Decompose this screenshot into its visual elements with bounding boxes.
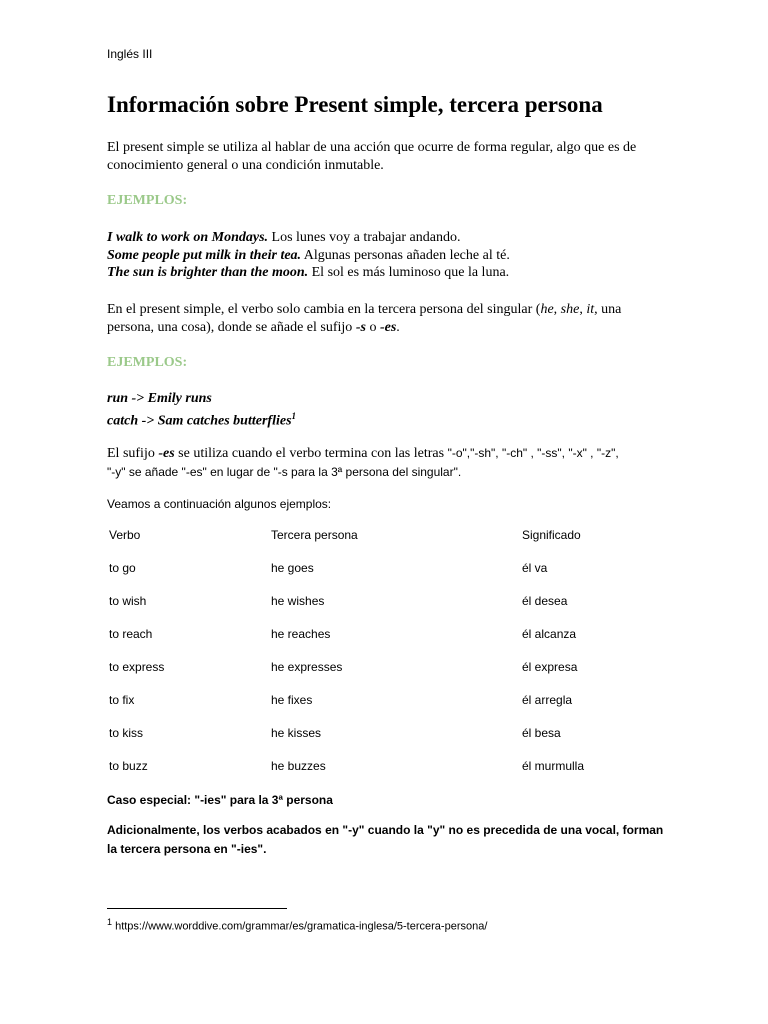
table-row bbox=[109, 627, 669, 660]
pronoun-he: he bbox=[540, 302, 554, 317]
pronoun-it: it bbox=[586, 302, 595, 317]
example-line bbox=[107, 264, 510, 282]
table-intro: Veamos a continuación algunos ejemplos: bbox=[107, 497, 332, 511]
example-english: The sun is brighter than the moon. bbox=[107, 265, 309, 280]
footnote-divider bbox=[107, 908, 287, 909]
rule-text: . bbox=[396, 320, 400, 335]
table-header-row bbox=[109, 528, 669, 561]
suffix-text: El sufijo bbox=[107, 446, 159, 461]
table-cell: to kiss bbox=[109, 726, 144, 740]
table-cell: to reach bbox=[109, 627, 153, 641]
footnote bbox=[107, 917, 487, 933]
footnote-reference[interactable]: 1 bbox=[291, 410, 297, 421]
example-line bbox=[107, 229, 510, 247]
table-cell: he buzzes bbox=[271, 759, 326, 773]
table-cell: he wishes bbox=[271, 594, 325, 608]
example-line bbox=[107, 247, 510, 265]
rule-text: , una persona, una cosa), donde se añade el sufijo bbox=[107, 302, 622, 335]
table-cell: he goes bbox=[271, 561, 314, 575]
rule-sep: , bbox=[553, 302, 561, 317]
table-cell: to buzz bbox=[109, 759, 148, 773]
additional-paragraph bbox=[107, 821, 663, 859]
table-cell: él expresa bbox=[522, 660, 578, 674]
table-header-cell: Verbo bbox=[109, 528, 141, 542]
examples-list-1 bbox=[107, 229, 510, 282]
table-row bbox=[109, 759, 669, 792]
table-row bbox=[109, 660, 669, 693]
example-text: catch -> Sam catches butterflies bbox=[107, 413, 292, 429]
rule-text: o bbox=[365, 320, 380, 335]
table-header-cell: Tercera persona bbox=[271, 528, 358, 542]
examples-list-2 bbox=[107, 390, 296, 430]
suffix-line-2: "-y" se añade "-es" en lugar de "-s para la 3ª persona del singular". bbox=[107, 465, 462, 479]
intro-paragraph: El present simple se utiliza al hablar de una acción que ocurre de forma regular, algo que es de conocimiento general o una condición inmutable. bbox=[107, 140, 637, 173]
table-row bbox=[109, 561, 669, 594]
special-case-heading: Caso especial: "-ies" para la 3ª persona bbox=[107, 793, 333, 807]
table-cell: to express bbox=[109, 660, 165, 674]
examples-heading-2: EJEMPLOS: bbox=[107, 355, 188, 370]
table-row bbox=[109, 594, 669, 627]
page-header: Inglés III bbox=[107, 47, 153, 61]
table-header-cell: Significado bbox=[522, 528, 581, 542]
suffix-text: se utiliza cuando el verbo termina con las letras bbox=[174, 446, 448, 461]
table-cell: he expresses bbox=[271, 660, 343, 674]
suffix-line-1 bbox=[107, 444, 667, 463]
rule-text: En el present simple, el verbo solo cambia en la tercera persona del singular ( bbox=[107, 302, 541, 317]
example-spanish: Algunas personas añaden leche al té. bbox=[301, 247, 510, 263]
example-spanish: Los lunes voy a trabajar andando. bbox=[268, 230, 461, 245]
table-cell: he reaches bbox=[271, 627, 331, 641]
suffix-es: -es bbox=[158, 446, 175, 461]
table-cell: él alcanza bbox=[522, 627, 577, 641]
rule-paragraph bbox=[107, 301, 667, 337]
table-cell: él va bbox=[522, 561, 548, 575]
footnote-mark: 1 bbox=[107, 917, 113, 927]
example-line: run -> Emily runs bbox=[107, 391, 212, 406]
suffix-es: -es bbox=[379, 320, 397, 335]
table-row bbox=[109, 726, 669, 759]
table-cell: he fixes bbox=[271, 693, 313, 707]
additional-line-1: Adicionalmente, los verbos acabados en "-y" cuando la "y" no es precedida de una vocal, forman bbox=[107, 823, 664, 837]
table-cell: él murmulla bbox=[522, 759, 585, 773]
table-cell: to fix bbox=[109, 693, 135, 707]
table-cell: to go bbox=[109, 561, 136, 575]
table-cell: él desea bbox=[522, 594, 568, 608]
table-cell: to wish bbox=[109, 594, 147, 608]
example-line bbox=[107, 408, 296, 430]
verb-table bbox=[109, 528, 669, 792]
table-cell: él besa bbox=[522, 726, 561, 740]
table-cell: él arregla bbox=[522, 693, 573, 707]
example-english: Some people put milk in their tea. bbox=[107, 247, 302, 263]
pronoun-she: she bbox=[560, 302, 580, 317]
additional-line-2: la tercera persona en "-ies". bbox=[107, 842, 267, 856]
suffix-letters: "-o","-sh", "-ch" , "-ss", "-x" , "-z", bbox=[447, 446, 619, 460]
table-cell: he kisses bbox=[271, 726, 322, 740]
rule-sep: , bbox=[579, 302, 587, 317]
page-title: Información sobre Present simple, tercera persona bbox=[107, 92, 603, 117]
suffix-s: -s bbox=[355, 320, 366, 335]
examples-heading-1: EJEMPLOS: bbox=[107, 193, 188, 208]
example-spanish: El sol es más luminoso que la luna. bbox=[308, 265, 510, 280]
footnote-link[interactable]: https://www.worddive.com/grammar/es/gramatica-inglesa/5-tercera-persona/ bbox=[115, 920, 488, 933]
table-row bbox=[109, 693, 669, 726]
example-english: I walk to work on Mondays. bbox=[107, 230, 269, 245]
suffix-paragraph bbox=[107, 444, 667, 481]
